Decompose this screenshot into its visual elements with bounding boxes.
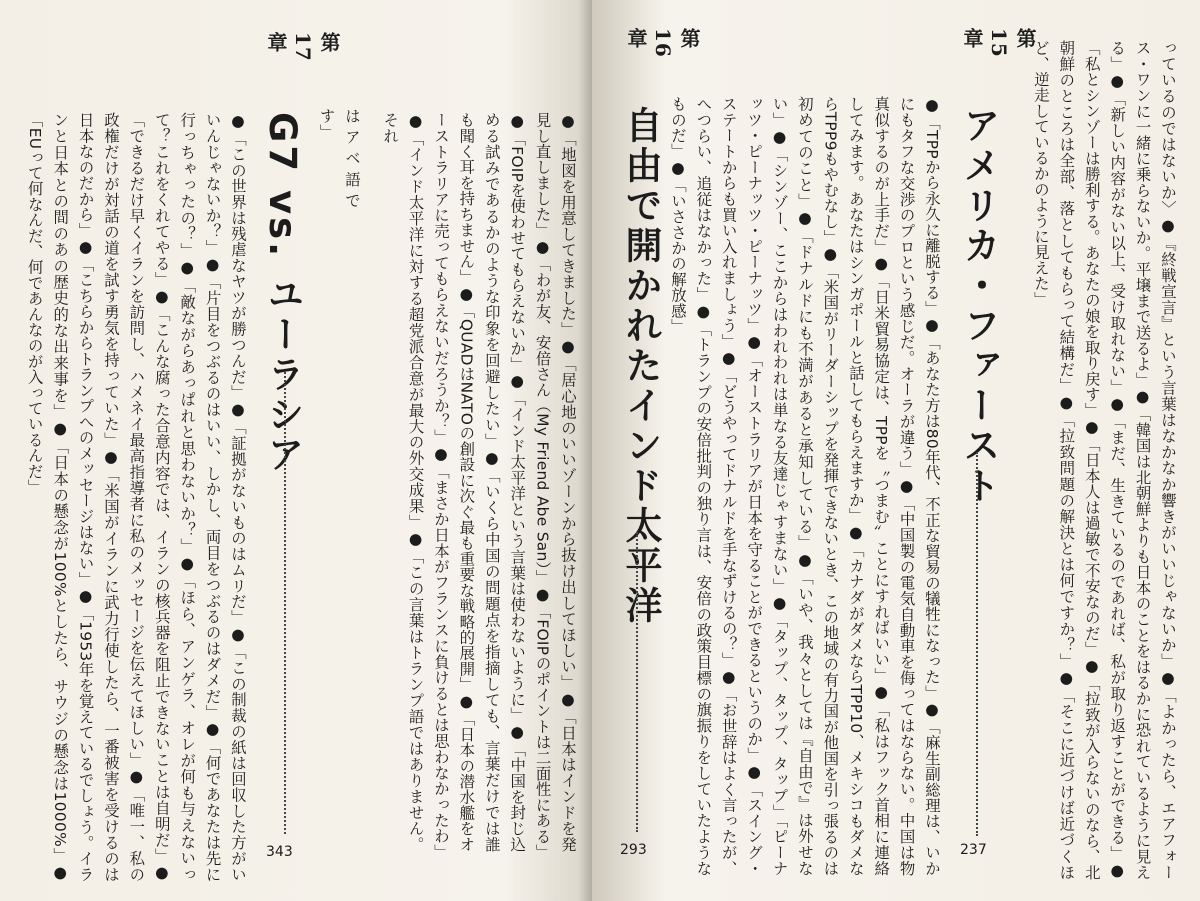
chapter-15-leader <box>976 452 978 836</box>
chapter-15-title: アメリカ・ファースト <box>957 106 1000 506</box>
chapter-16-leader <box>636 532 638 832</box>
ch16-continuation-text: はアベ語です」 <box>317 108 361 208</box>
chapter-16-body-text: ●「TPPから永久に離脱する」●「あなた方は80年代、不正な貿易の犠牲になった」●「麻生副総理は、いかにもタフな交渉のプロという感じだ。オーラが違う」●「中国製の電気自動車を侮ってはならない。中国は物真似するのが上手だ」●「日米貿易協定は、TPPを〝つまむ〟ことにすればいい」●「私はフック首相に連絡してみます。あなたはシンガポールと話してもらえますか」●「カナダがダメならTPP10、メキシコもダメならTPP9もやむなし」●「米国がリーダーシップを発揮できないとき、この地域の有力国が他国を引っ張るのは初めてのこと」●「ドナルドにも不満があると承知している」●「いや、我々としては『自由で』は外せない」●「シンゾー、ここからはわれわれは単なる友達じゃすまない」●「タップ、タップ、タップ」「ピーナッツ・ピーナッツ・ピーナッツ」●「オーストラリアが日本を守ることができるというのか」●「スイング・ステートからも買い入れましょう」●「どうやってドナルドを手なずけるの？」●「お世辞はよく言ったが、へつらい、追従はなかった」●「トランプの安倍批判の独り言は、安倍の政策目標の旗振りをしていたようなものだ」●「いささかの解放感」 <box>668 96 941 876</box>
chapter-17-title: G7 vs. ユーラシア <box>261 112 304 476</box>
right-page <box>592 0 1200 901</box>
chapter-17-label: 第17章 <box>264 32 341 62</box>
chapter-15-page-number: 237 <box>960 842 987 858</box>
chapter-16-title: 自由で開かれたインド太平洋 <box>619 106 662 626</box>
chapter-16-page-number: 293 <box>620 842 647 858</box>
chapter-17-leader <box>284 372 286 834</box>
left-page <box>0 0 592 901</box>
chapter-15-label: 第15章 <box>960 28 1037 58</box>
chapter-16-label: 第16章 <box>624 28 701 58</box>
chapter-17-body-text-b: ●「この世界は残虐なヤツが勝つんだ」●「証拠がないものはムリだ」●「この制裁の紙は回収した方がいいんじゃないか？」●「片目をつぶるのはいい、しかし、両目をつぶるのはダメだ」●「何であなたは先に行っちゃったの？」●「敵ながらあっぱれと思わないか？」●「ほら、アンゲラ、オレが何も与えないって？これをくれてやる」●「こんな腐った合意内容では、イランの核兵器を阻止できないことは自明だ」●「できるだけ早くイランを訪問し、ハメネイ最高指導者に私のメッセージを伝えてほしい」●「唯一、私の政権だけが対話の道を試す勇気を持っていた」●「米国がイランに武力行使したら、一番被害を受けるのは日本なのだから」●「こちらからトランプへのメッセージはない」●「1953年を覚えているでしょう。イランと日本との間のあの歴史的な出来事を」●「日本の懸念が100%としたら、サウジの懸念は1000%」●「EUって何なんだ、何であんなのが入っているんだ」 <box>25 112 247 882</box>
chapter-17-body-text-a: ●「地図を用意してきました」●「居心地のいいゾーンから抜け出してほしい」●「日本はインドを発見し直しました」●「わが友、安倍さん（My Friend Abe San）」●「FOIPのポイントは二面性にある」●「FOIPを使わせてもらえないか」●「インド太平洋という言葉は使わないように」●「中国を封じ込める試みであるかのような印象を回避したい」●「いくら中国の問題点を指摘しても、言葉だけでは誰も聞く耳を持ちません」●「QUADはNATOの創設に次ぐ最も重要な戦略的展開」●「日本の潜水艦をオーストラリアに売ってもらえないだろうか？」●「まさか日本がフランスに負けるとは思わなかったわ」●「インド太平洋に対する超党派合意が最大の外交成果」●「この言葉はトランプ語ではありません。それ <box>381 112 577 852</box>
chapter-17-page-number: 343 <box>266 844 293 860</box>
chapter-15-body-text: っているのではないか〉●『終戦宣言』という言葉はなかなか響きがいいじゃないか」●「よかったら、エアフォース・ワンに一緒に乗らないか。平壌まで送るよ」●「韓国は北朝鮮よりも日本のことをはるかに恐れているように見える」●「新しい内容がない以上、受け取れない」●「まだ、生きているのであれば、私が取り返すことができる」●「私とシンゾーは勝利する。あなたの娘を取り戻す」●「日本人は過敏で不安なのだ」●「拉致が入らないのなら、北朝鮮のところは全部、落としてもらって結構だ」●「拉致問題の解決とは何ですか？」●「そこに近づけば近づくほど、逆走しているかのように見えた」 <box>1031 40 1177 880</box>
